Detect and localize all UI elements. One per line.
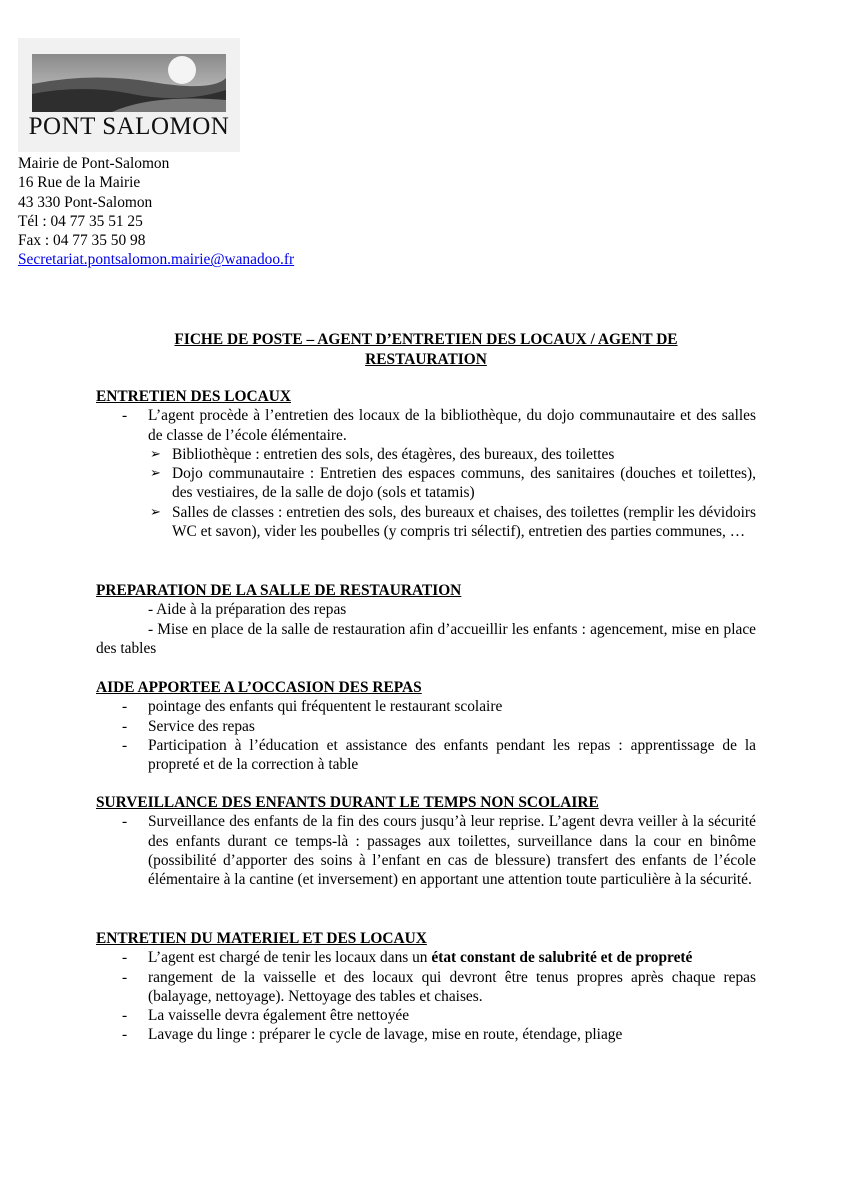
list-item-text: L’agent est chargé de tenir les locaux dans un (148, 949, 432, 967)
list-item: - Participation à l’éducation et assistance des enfants pendant les repas : apprentissage de la propreté et de la correction à table (96, 736, 756, 775)
list-item: - L’agent procède à l’entretien des locaux de la bibliothèque, du dojo communautaire et des salles de classe de l’école élémentaire. (96, 406, 756, 445)
title-line-1: FICHE DE POSTE – AGENT D’ENTRETIEN DES LOCAUX / AGENT DE (174, 331, 678, 348)
pont-salomon-logo (18, 38, 240, 152)
logo-text: PONT SALOMON (28, 113, 230, 140)
sub-list-item: ➢ Dojo communautaire : Entretien des espaces communs, des sanitaires (douches et toilettes), des vestiaires, de la salle de dojo (sols et tatamis) (96, 464, 756, 503)
street-address: 16 Rue de la Mairie (18, 174, 141, 192)
list-item: - pointage des enfants qui fréquentent le restaurant scolaire (96, 697, 756, 716)
list-item: - Mise en place de la salle de restauration afin d’accueillir les enfants : agencement, mise en place des tables (96, 620, 756, 657)
section-heading: SURVEILLANCE DES ENFANTS DURANT LE TEMPS NON SCOLAIRE (96, 794, 599, 811)
phone-number: Tél : 04 77 35 51 25 (18, 212, 143, 230)
email-link[interactable]: Secretariat.pontsalomon.mairie@wanadoo.fr (18, 251, 295, 269)
fax-number: Fax : 04 77 35 50 98 (18, 232, 146, 250)
section-entretien-materiel (96, 929, 756, 1045)
section-heading: ENTRETIEN DU MATERIEL ET DES LOCAUX (96, 930, 427, 947)
sub-list-item: ➢ Bibliothèque : entretien des sols, des étagères, des bureaux, des toilettes (96, 445, 756, 464)
organization-name: Mairie de Pont-Salomon (18, 155, 170, 172)
sender-address (18, 154, 294, 270)
section-entretien-locaux (96, 387, 756, 541)
section-heading: ENTRETIEN DES LOCAUX (96, 388, 291, 405)
emphasis-text: état constant de salubrité et de propreté (431, 949, 693, 967)
list-item: - rangement de la vaisselle et des locaux qui devront être tenus propres après chaque repas (balayage, nettoyage). Nettoyage des tables et chaises. (96, 968, 756, 1007)
title-line-2: RESTAURATION (365, 350, 487, 368)
list-item (96, 948, 756, 967)
section-heading: PREPARATION DE LA SALLE DE RESTAURATION (96, 582, 462, 599)
section-aide-repas (96, 678, 756, 774)
list-item: - Lavage du linge : préparer le cycle de lavage, mise en route, étendage, pliage (96, 1025, 756, 1044)
section-surveillance (96, 793, 756, 889)
list-item: - Aide à la préparation des repas (148, 601, 347, 619)
section-preparation-salle (96, 581, 756, 658)
section-heading: AIDE APPORTEE A L’OCCASION DES REPAS (96, 679, 422, 696)
list-item: - Surveillance des enfants de la fin des cours jusqu’à leur reprise. L’agent devra veiller à la sécurité des enfants durant ce temps-là : passages aux toilettes, surveillance dans la cour en binôme (possibilité d’apporter des soins à l’enfant en cas de blessure) transfert des enfants de l’école élémentaire à la cantine (et inversement) en apportant une attention toute particulière à la sécurité. (96, 812, 756, 889)
postal-city: 43 330 Pont-Salomon (18, 193, 153, 211)
sub-list-item: ➢ Salles de classes : entretien des sols, des bureaux et chaises, des toilettes (remplir les dévidoirs WC et savon), vider les poubelles (y compris tri sélectif), entretien des parties communes, … (96, 503, 756, 542)
list-item: - La vaisselle devra également être nettoyée (96, 1006, 756, 1025)
landscape-logo-icon (32, 54, 226, 112)
document-title (96, 330, 756, 369)
list-item: - Service des repas (96, 717, 756, 736)
